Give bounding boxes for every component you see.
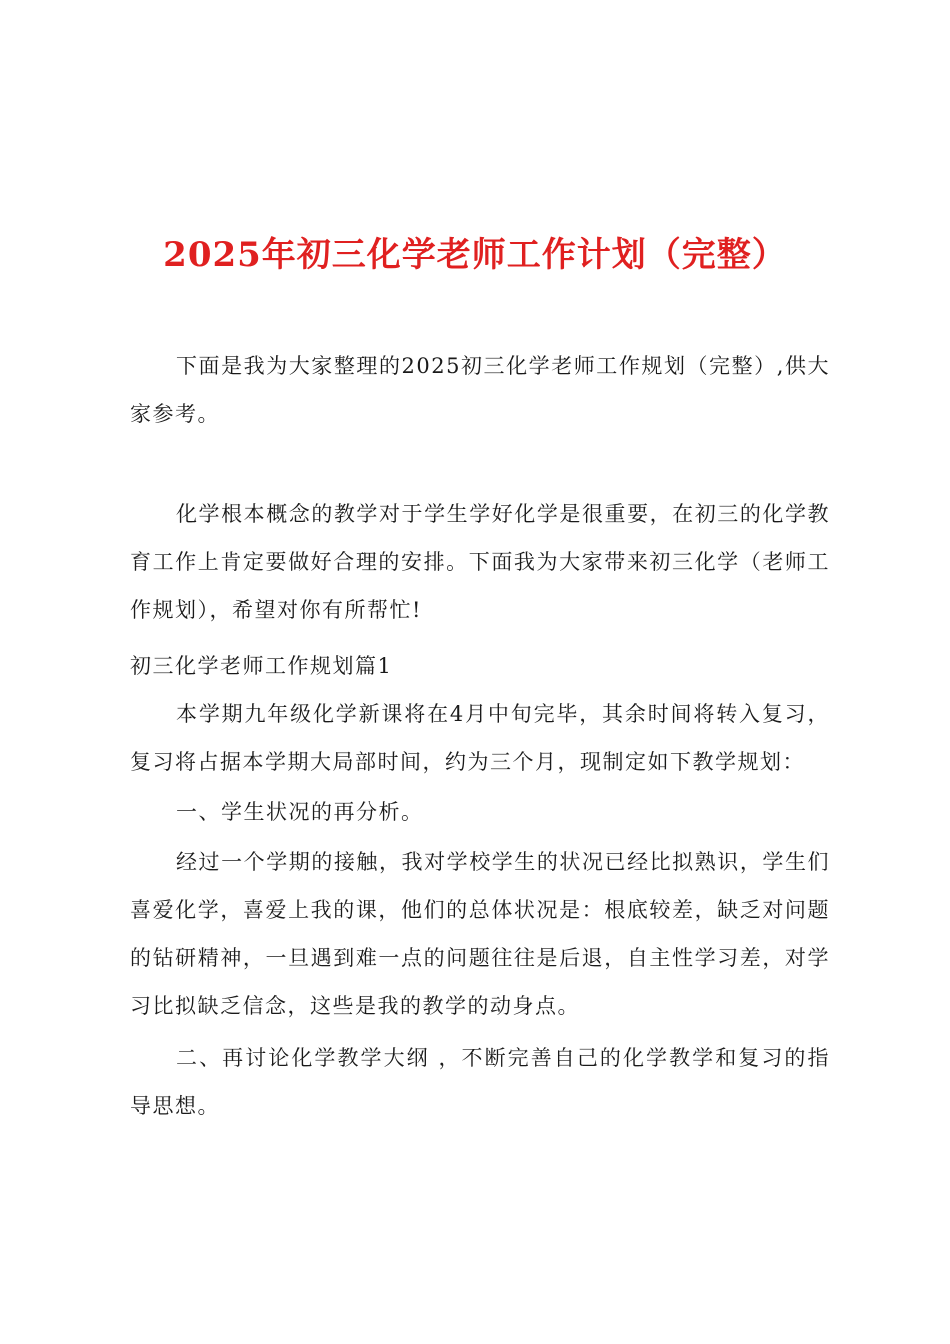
section-heading: 初三化学老师工作规划篇1 — [130, 654, 393, 678]
intro-paragraph: 下面是我为大家整理的2025初三化学老师工作规划（完整）,供大家参考。 — [130, 354, 830, 426]
chemistry-intro-paragraph: 化学根本概念的教学对于学生学好化学是很重要，在初三的化学教育工作上肯定要做好合理的安排。下面我为大家带来初三化学（老师工作规划），希望对你有所帮忙! — [130, 502, 830, 622]
section-1-body: 经过一个学期的接触，我对学校学生的状况已经比拟熟识，学生们喜爱化学，喜爱上我的课，他们的总体状况是：根底较差，缺乏对问题的钻研精神，一旦遇到难一点的问题往往是后退，自主性学习差，对学习比拟缺乏信念，这些是我的教学的动身点。 — [130, 850, 830, 1018]
section-1-title: 一、学生状况的再分析。 — [176, 800, 424, 824]
document-title: 2025年初三化学老师工作计划（完整） — [163, 234, 787, 275]
plan-paragraph: 本学期九年级化学新课将在4月中旬完毕，其余时间将转入复习，复习将占据本学期大局部时间，约为三个月，现制定如下教学规划： — [130, 702, 830, 774]
section-2-title: 二、再讨论化学教学大纲 ，不断完善自己的化学教学和复习的指导思想。 — [130, 1046, 830, 1118]
